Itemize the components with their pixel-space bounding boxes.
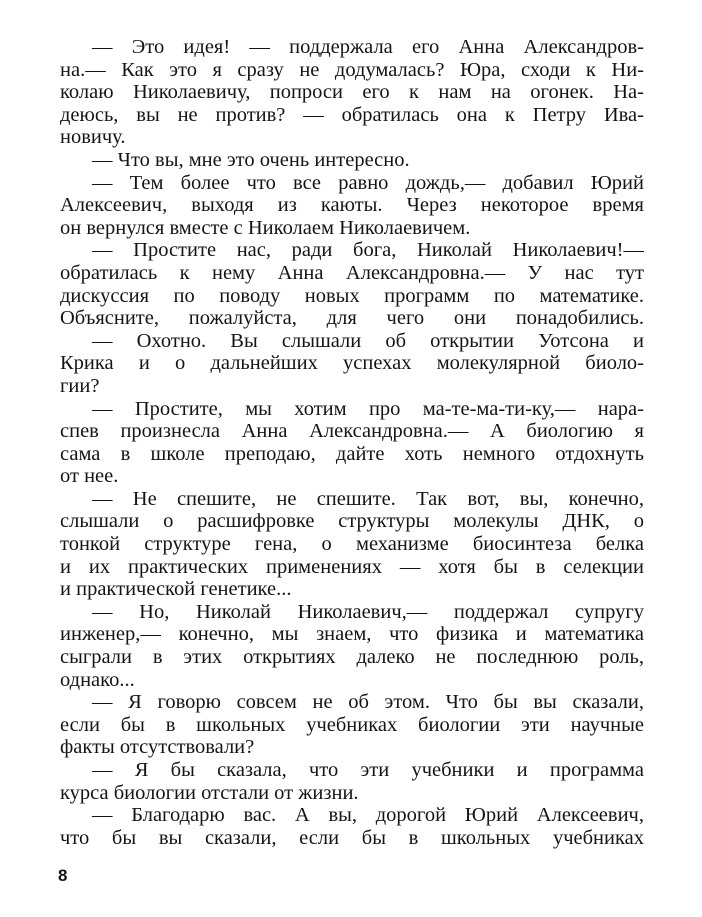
text-line: обратилась к нему Анна Александровна.— У нас тут [60,261,644,284]
text-line: — Это идея! — поддержала его Анна Александров- [92,36,644,58]
text-line: — Благодарю вас. А вы, дорогой Юрий Алексеевич, [92,804,644,827]
book-page-text [60,36,644,849]
text-line: сыграли в этих открытиях далеко не последнюю роль, [60,646,644,669]
text-line: однако... [60,668,135,691]
text-line: что бы вы сказали, если бы в школьных учебниках [60,826,644,849]
text-line: — Не спешите, не спешите. Так вот, вы, конечно, [92,487,644,510]
text-line: — Я говорю совсем не об этом. Что бы вы сказали, [92,691,644,714]
text-line: — Но, Николай Николаевич,— поддержал супругу [92,600,644,623]
text-line: инженер,— конечно, мы знаем, что физика и математика [60,623,644,646]
text-line: — Тем более что все равно дождь,— добавил Юрий [92,171,644,194]
text-line: — Что вы, мне это очень интересно. [92,148,410,171]
text-line: деюсь, вы не против? — обратилась она к Петру Ива- [60,103,644,126]
text-line: тонкой структуре гена, о механизме биосинтеза белка [60,533,644,556]
text-line: курса биологии отстали от жизни. [60,781,359,804]
text-line: гии? [60,374,100,397]
text-line: — Простите нас, ради бога, Николай Николаевич!— [92,239,644,262]
text-line: и практической генетике... [60,578,292,601]
text-line: на.— Как это я сразу не додумалась? Юра, сходи к Ни- [60,58,644,81]
text-line: — Простите, мы хотим про ма-те-ма-ти-ку,— нара- [92,397,644,420]
page-number: 8 [58,866,68,885]
text-line: Объясните, пожалуйста, для чего они понадобились. [60,307,644,330]
text-lines [60,36,644,849]
text-line: дискуссия по поводу новых программ по математике. [60,284,644,307]
text-line: — Охотно. Вы слышали об открытии Уотсона и [92,329,644,352]
text-line: от нее. [60,465,119,488]
text-line: спев произнесла Анна Александровна.— А биологию я [60,420,644,443]
text-line: слышали о расшифровке структуры молекулы ДНК, о [60,510,644,533]
text-line: новичу. [60,126,126,149]
text-line: если бы в школьных учебниках биологии эти научные [60,713,644,736]
text-line: и их практических применениях — хотя бы в селекции [60,555,644,578]
text-line: сама в школе преподаю, дайте хоть немного отдохнуть [60,442,644,465]
text-line: Алексеевич, выходя из каюты. Через некоторое время [60,194,644,217]
text-line: Крика и о дальнейших успехах молекулярной биоло- [60,352,644,375]
text-line: — Я бы сказала, что эти учебники и программа [92,759,644,781]
text-line: факты отсутствовали? [60,736,255,759]
text-line: он вернулся вместе с Николаем Николаевичем. [60,216,471,239]
text-line: колаю Николаевичу, попроси его к нам на огонек. На- [60,81,644,104]
